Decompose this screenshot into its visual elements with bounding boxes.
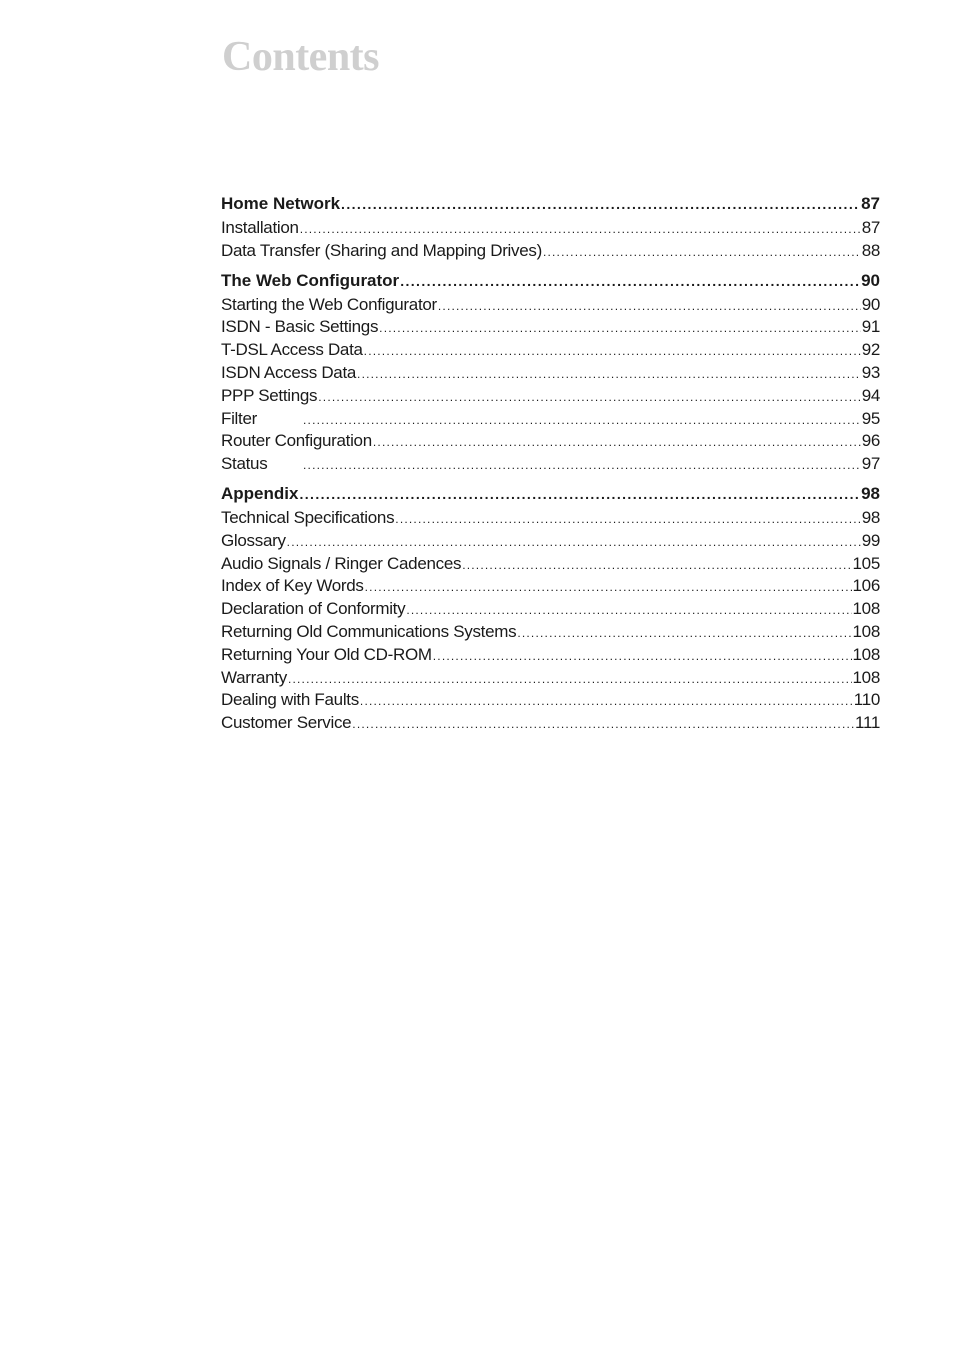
toc-entry[interactable]	[221, 689, 880, 712]
toc-leader-dots	[373, 431, 861, 454]
toc-entry[interactable]	[221, 385, 880, 408]
toc-leader-dots	[352, 713, 854, 736]
toc-entry[interactable]	[221, 294, 880, 317]
toc-leader-dots	[364, 340, 861, 363]
toc-heading-label: Appendix	[221, 483, 299, 503]
toc-page-number: 111	[855, 713, 880, 733]
toc-leader-dots	[406, 599, 851, 622]
toc-entry-label: Returning Your Old CD-ROM	[221, 644, 432, 664]
table-of-contents	[221, 190, 880, 735]
toc-entry[interactable]	[221, 667, 880, 690]
toc-leader-dots	[365, 576, 852, 599]
toc-entry[interactable]	[221, 217, 880, 240]
toc-entry[interactable]	[221, 316, 880, 339]
toc-page-number: 108	[852, 644, 880, 664]
toc-entry-label: Starting the Web Configurator	[221, 294, 437, 314]
toc-entry[interactable]	[221, 240, 880, 263]
toc-page-number: 95	[861, 408, 880, 428]
toc-leader-dots	[357, 363, 861, 386]
toc-entry[interactable]	[221, 453, 880, 476]
toc-heading-label: Home Network	[221, 194, 341, 213]
toc-page-number: 106	[852, 576, 880, 596]
toc-entry[interactable]	[221, 408, 880, 431]
toc-entry-label: PPP Settings	[221, 385, 318, 405]
toc-entry[interactable]	[221, 339, 880, 362]
toc-heading[interactable]	[221, 190, 880, 217]
toc-page-number: 87	[861, 218, 880, 237]
toc-leader-dots	[379, 317, 861, 340]
toc-entry-label: Warranty	[221, 667, 287, 687]
toc-page-number: 108	[852, 599, 880, 619]
toc-page-number: 93	[861, 362, 880, 382]
toc-entry[interactable]	[221, 712, 880, 735]
toc-entry[interactable]	[221, 553, 880, 576]
toc-page-number: 92	[861, 340, 880, 360]
toc-entry-label: Installation	[221, 218, 299, 237]
toc-page-number: 88	[861, 240, 880, 260]
toc-heading-label: The Web Configurator	[221, 270, 400, 290]
toc-page-number: 97	[861, 454, 880, 474]
toc-leader-dots	[543, 241, 861, 264]
toc-leader-dots	[438, 295, 861, 318]
toc-page-number: 90	[861, 294, 880, 314]
toc-entry[interactable]	[221, 530, 880, 553]
toc-leader-dots	[395, 508, 860, 531]
toc-page-number: 94	[861, 385, 880, 405]
toc-leader-dots	[287, 531, 861, 554]
toc-leader-dots	[517, 622, 851, 645]
toc-entry-label: Technical Specifications	[221, 507, 395, 527]
toc-leader-dots	[400, 268, 860, 295]
toc-leader-dots	[318, 386, 860, 409]
toc-leader-dots	[303, 454, 861, 477]
toc-entry-label: Customer Service	[221, 713, 352, 733]
toc-leader-dots	[303, 409, 861, 432]
toc-entry-label: Glossary	[221, 530, 286, 550]
toc-entry-label: Declaration of Conformity	[221, 599, 406, 619]
toc-entry-label: Filter	[221, 408, 257, 428]
toc-entry-label: Status	[221, 454, 268, 474]
toc-entry-label: Returning Old Communications Systems	[221, 621, 517, 641]
toc-page-number: 105	[852, 553, 880, 573]
toc-leader-dots	[360, 690, 853, 713]
toc-page-number: 108	[852, 621, 880, 641]
toc-entry-label: Dealing with Faults	[221, 690, 359, 710]
toc-entry-label: ISDN Access Data	[221, 362, 357, 382]
toc-entry-label: T-DSL Access Data	[221, 340, 363, 360]
toc-leader-dots	[299, 481, 860, 508]
toc-entry[interactable]	[221, 644, 880, 667]
toc-page-number: 98	[861, 483, 880, 503]
toc-leader-dots	[341, 191, 860, 218]
toc-leader-dots	[300, 218, 861, 241]
toc-section-appendix	[221, 480, 880, 735]
toc-entry[interactable]	[221, 575, 880, 598]
toc-entry[interactable]	[221, 621, 880, 644]
toc-leader-dots	[288, 668, 852, 691]
toc-leader-dots	[433, 645, 852, 668]
toc-entry-label: Router Configuration	[221, 431, 372, 451]
toc-page-number: 99	[861, 530, 880, 550]
toc-entry-label: ISDN - Basic Settings	[221, 317, 379, 337]
toc-section-web-configurator	[221, 267, 880, 476]
toc-entry-label: Index of Key Words	[221, 576, 364, 596]
toc-page-number: 110	[853, 690, 880, 710]
toc-entry[interactable]	[221, 430, 880, 453]
page-title: Contents	[222, 34, 380, 80]
toc-page-number: 87	[861, 194, 880, 213]
toc-page-number: 98	[861, 507, 880, 527]
toc-entry-label: Data Transfer (Sharing and Mapping Drives)	[221, 240, 542, 260]
toc-page-number: 96	[861, 431, 880, 451]
toc-heading[interactable]	[221, 267, 880, 294]
toc-page-number: 91	[861, 317, 880, 337]
toc-section-home-network	[221, 190, 880, 263]
toc-entry[interactable]	[221, 507, 880, 530]
toc-page-number: 108	[852, 667, 880, 687]
toc-leader-dots	[462, 554, 851, 577]
toc-page-number: 90	[861, 270, 880, 290]
toc-entry[interactable]	[221, 362, 880, 385]
toc-heading[interactable]	[221, 480, 880, 507]
toc-entry[interactable]	[221, 598, 880, 621]
toc-entry-label: Audio Signals / Ringer Cadences	[221, 553, 462, 573]
